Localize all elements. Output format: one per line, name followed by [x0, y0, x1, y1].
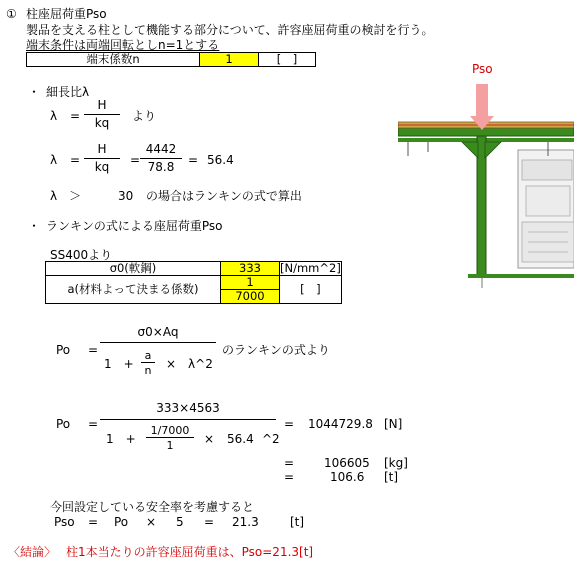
lambda-greater-than: λ ＞: [50, 189, 82, 203]
a-denominator: 7000: [221, 290, 280, 304]
sigma-label: σ0(軟鋼): [46, 262, 221, 276]
bullet: ・: [28, 219, 41, 233]
rankine-note: の場合はランキンの式で算出: [146, 189, 302, 203]
end-coefficient-value: 1: [200, 53, 259, 67]
a-fraction-num: 1/7000: [150, 424, 190, 437]
section-title: 柱座屈荷重Pso: [26, 7, 107, 21]
formula-note: のランキンの式より: [222, 343, 330, 357]
radius-value: 78.8: [147, 160, 175, 174]
safety-text: 今回設定している安全率を考慮すると: [50, 500, 255, 514]
lambda-symbol: λ: [50, 109, 58, 123]
load-label: Pso: [472, 62, 493, 76]
unit-ton: [t]: [384, 470, 399, 484]
pso-unit: [t]: [290, 515, 305, 529]
section-number: ①: [6, 7, 17, 21]
lambda-value: 56.4: [227, 432, 254, 446]
sigma-value: 333: [221, 262, 280, 276]
end-coefficient-label: 端末係数n: [27, 53, 200, 67]
a-symbol: a: [144, 349, 152, 362]
end-coefficient-unit: [ ]: [259, 53, 316, 67]
a-fraction-den: 1: [166, 439, 174, 452]
equals-sign: =: [188, 153, 199, 167]
conclusion-label: 〈結論〉: [8, 545, 57, 559]
equals-sign: =: [284, 456, 295, 470]
lambda-limit: 30: [118, 189, 134, 203]
fraction-bar: [100, 419, 276, 420]
pso-symbol: Pso: [54, 515, 75, 529]
formula-numerator: σ0×Aq: [137, 325, 179, 339]
fraction-bar: [146, 437, 194, 438]
po-symbol: Po: [56, 417, 71, 431]
equals-sign: =: [204, 515, 215, 529]
yori-text: より: [132, 109, 157, 123]
slenderness-heading: 細長比λ: [46, 85, 90, 99]
a-numerator: 1: [221, 276, 280, 290]
result-ton: 106.6: [330, 470, 365, 484]
rankine-heading: ランキンの式による座屈荷重Pso: [46, 219, 223, 233]
n-symbol: n: [144, 364, 152, 377]
slenderness-result: 56.4: [207, 153, 234, 167]
sigma-unit: [N/mm^2]: [280, 261, 341, 275]
equals-sign: =: [284, 417, 295, 431]
power-two: ^2: [262, 432, 280, 446]
equals-sign: =: [70, 153, 81, 167]
description: 製品を支える柱として機能する部分について、許容座屈荷重の検討を行う。: [26, 23, 434, 37]
end-coefficient-table: [26, 52, 316, 67]
result-newton: 1044729.8: [308, 417, 373, 431]
material-table: [45, 261, 342, 304]
material-label: SS400より: [50, 248, 113, 262]
po-symbol: Po: [114, 515, 129, 529]
fraction-denominator: kq: [94, 116, 110, 130]
one-plus: 1 +: [104, 357, 134, 371]
po-symbol: Po: [56, 343, 71, 357]
fraction-bar: [141, 362, 155, 363]
conclusion-text: 柱1本当たりの許容座屈荷重は、Pso=21.3[t]: [66, 545, 314, 559]
fraction-bar: [140, 158, 182, 159]
equals-sign: =: [88, 515, 99, 529]
fraction-denominator: kq: [94, 160, 110, 174]
fraction-numerator: H: [97, 98, 107, 112]
length-value: 4442: [145, 142, 177, 156]
end-condition: 端末条件は両端回転としn=1とする: [26, 38, 220, 52]
one-plus: 1 +: [106, 432, 136, 446]
safety-factor: 5: [176, 515, 184, 529]
pso-result: 21.3: [232, 515, 259, 529]
column-figure: [398, 60, 574, 300]
a-unit: [ ]: [280, 276, 342, 304]
times-sign: ×: [146, 515, 157, 529]
fraction-bar: [100, 342, 216, 343]
bullet: ・: [28, 85, 41, 99]
fraction-bar: [84, 114, 120, 115]
equals-sign: =: [130, 153, 141, 167]
equals-sign: =: [284, 470, 295, 484]
times-sign: ×: [204, 432, 215, 446]
times-lambda-squared: × λ^2: [166, 357, 213, 371]
fraction-numerator: H: [97, 142, 107, 156]
result-kg: 106605: [324, 456, 370, 470]
a-label: a(材料よって決まる係数): [46, 276, 221, 304]
equals-sign: =: [70, 109, 81, 123]
equals-sign: =: [88, 417, 99, 431]
fraction-bar: [84, 158, 120, 159]
unit-kg: [kg]: [384, 456, 408, 470]
column-diagram: [398, 60, 574, 300]
calc-numerator: 333×4563: [156, 401, 220, 415]
equals-sign: =: [88, 343, 99, 357]
unit-newton: [N]: [384, 417, 403, 431]
lambda-symbol: λ: [50, 153, 58, 167]
